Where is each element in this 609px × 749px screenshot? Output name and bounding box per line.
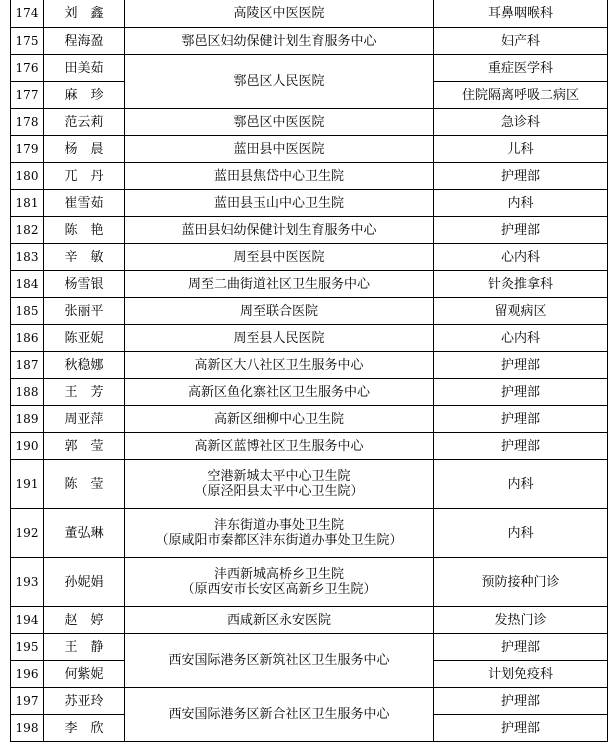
department: 针灸推拿科 [434, 271, 608, 298]
person-name: 陈 莹 [44, 460, 125, 509]
hospital-name: 蓝田县中医医院 [125, 136, 434, 163]
table-row [11, 688, 608, 715]
department: 护理部 [434, 379, 608, 406]
department: 护理部 [434, 163, 608, 190]
row-number: 198 [11, 715, 44, 742]
hospital-name-former: （原泾阳县太平中心卫生院） [194, 484, 364, 499]
person-name: 张丽平 [44, 298, 125, 325]
hospital-name: 高新区鱼化寨社区卫生服务中心 [125, 379, 434, 406]
department: 护理部 [434, 217, 608, 244]
person-name: 田美茹 [44, 55, 125, 82]
person-name: 李 欣 [44, 715, 125, 742]
department: 护理部 [434, 433, 608, 460]
hospital-name-current: 沣西新城高桥乡卫生院 [213, 567, 344, 582]
table-row [11, 271, 608, 298]
row-number: 177 [11, 82, 44, 109]
department: 护理部 [434, 352, 608, 379]
hospital-name: 周至县中医医院 [125, 244, 434, 271]
row-number: 181 [11, 190, 44, 217]
person-name: 董弘琳 [44, 509, 125, 558]
department: 留观病区 [434, 298, 608, 325]
table-row [11, 28, 608, 55]
department: 住院隔离呼吸二病区 [434, 82, 608, 109]
person-name: 苏亚玲 [44, 688, 125, 715]
person-name: 孙妮娟 [44, 558, 125, 607]
department: 计划免疫科 [434, 661, 608, 688]
table-row [11, 509, 608, 558]
department: 内科 [434, 509, 608, 558]
row-number: 180 [11, 163, 44, 190]
hospital-name-former: （原咸阳市秦都区沣东街道办事处卫生院） [155, 533, 403, 548]
row-number: 196 [11, 661, 44, 688]
row-number: 195 [11, 634, 44, 661]
row-number: 184 [11, 271, 44, 298]
hospital-name: 高陵区中医医院 [125, 0, 434, 28]
table-row [11, 379, 608, 406]
person-name: 崔雪茹 [44, 190, 125, 217]
hospital-name: 高新区细柳中心卫生院 [125, 406, 434, 433]
hospital-name: 西安国际港务区新合社区卫生服务中心 [125, 688, 434, 742]
department: 重症医学科 [434, 55, 608, 82]
table-row [11, 607, 608, 634]
table-row [11, 190, 608, 217]
table-row [11, 55, 608, 82]
hospital-name: 周至联合医院 [125, 298, 434, 325]
person-name: 郭 莹 [44, 433, 125, 460]
person-name: 程海盈 [44, 28, 125, 55]
department: 耳鼻咽喉科 [434, 0, 608, 28]
table-row [11, 406, 608, 433]
hospital-name [125, 460, 434, 509]
row-number: 176 [11, 55, 44, 82]
table-row [11, 433, 608, 460]
hospital-name: 西咸新区永安医院 [125, 607, 434, 634]
department: 护理部 [434, 688, 608, 715]
table-row [11, 325, 608, 352]
hospital-name [125, 509, 434, 558]
person-name: 陈亚妮 [44, 325, 125, 352]
person-name: 赵 婷 [44, 607, 125, 634]
row-number: 194 [11, 607, 44, 634]
row-number: 175 [11, 28, 44, 55]
department: 内科 [434, 190, 608, 217]
row-number: 188 [11, 379, 44, 406]
person-name: 刘 鑫 [44, 0, 125, 28]
hospital-name: 周至县人民医院 [125, 325, 434, 352]
table-row [11, 634, 608, 661]
row-number: 183 [11, 244, 44, 271]
person-name: 辛 敏 [44, 244, 125, 271]
table-row [11, 0, 608, 28]
hospital-name: 高新区大八社区卫生服务中心 [125, 352, 434, 379]
hospital-name: 鄠邑区人民医院 [125, 55, 434, 109]
row-number: 186 [11, 325, 44, 352]
person-name: 杨 晨 [44, 136, 125, 163]
hospital-name: 周至二曲街道社区卫生服务中心 [125, 271, 434, 298]
department: 内科 [434, 460, 608, 509]
table-row [11, 244, 608, 271]
staff-table [10, 0, 608, 742]
table-row [11, 460, 608, 509]
person-name: 兀 丹 [44, 163, 125, 190]
row-number: 189 [11, 406, 44, 433]
row-number: 187 [11, 352, 44, 379]
table-row [11, 163, 608, 190]
department: 护理部 [434, 406, 608, 433]
row-number: 190 [11, 433, 44, 460]
hospital-name [125, 558, 434, 607]
table-row [11, 298, 608, 325]
hospital-name: 高新区蓝博社区卫生服务中心 [125, 433, 434, 460]
person-name: 陈 艳 [44, 217, 125, 244]
hospital-name: 西安国际港务区新筑社区卫生服务中心 [125, 634, 434, 688]
row-number: 179 [11, 136, 44, 163]
department: 发热门诊 [434, 607, 608, 634]
department: 急诊科 [434, 109, 608, 136]
person-name: 周亚萍 [44, 406, 125, 433]
row-number: 191 [11, 460, 44, 509]
row-number: 193 [11, 558, 44, 607]
person-name: 王 芳 [44, 379, 125, 406]
hospital-name: 鄠邑区中医医院 [125, 109, 434, 136]
hospital-name: 蓝田县玉山中心卫生院 [125, 190, 434, 217]
person-name: 王 静 [44, 634, 125, 661]
table-row [11, 136, 608, 163]
hospital-name-former: （原西安市长安区高新乡卫生院） [181, 582, 377, 597]
hospital-name-current: 空港新城太平中心卫生院 [207, 469, 351, 484]
department: 心内科 [434, 325, 608, 352]
table-row [11, 109, 608, 136]
person-name: 麻 珍 [44, 82, 125, 109]
hospital-name-current: 沣东街道办事处卫生院 [213, 518, 344, 533]
row-number: 192 [11, 509, 44, 558]
row-number: 197 [11, 688, 44, 715]
row-number: 185 [11, 298, 44, 325]
row-number: 174 [11, 0, 44, 28]
table-row [11, 217, 608, 244]
row-number: 182 [11, 217, 44, 244]
department: 妇产科 [434, 28, 608, 55]
person-name: 秋稳娜 [44, 352, 125, 379]
person-name: 范云莉 [44, 109, 125, 136]
hospital-name: 蓝田县妇幼保健计划生育服务中心 [125, 217, 434, 244]
department: 护理部 [434, 634, 608, 661]
row-number: 178 [11, 109, 44, 136]
department: 儿科 [434, 136, 608, 163]
hospital-name: 鄠邑区妇幼保健计划生育服务中心 [125, 28, 434, 55]
department: 护理部 [434, 715, 608, 742]
person-name: 杨雪银 [44, 271, 125, 298]
department: 心内科 [434, 244, 608, 271]
table-row [11, 558, 608, 607]
person-name: 何紫妮 [44, 661, 125, 688]
table-row [11, 352, 608, 379]
department: 预防接种门诊 [434, 558, 608, 607]
hospital-name: 蓝田县焦岱中心卫生院 [125, 163, 434, 190]
